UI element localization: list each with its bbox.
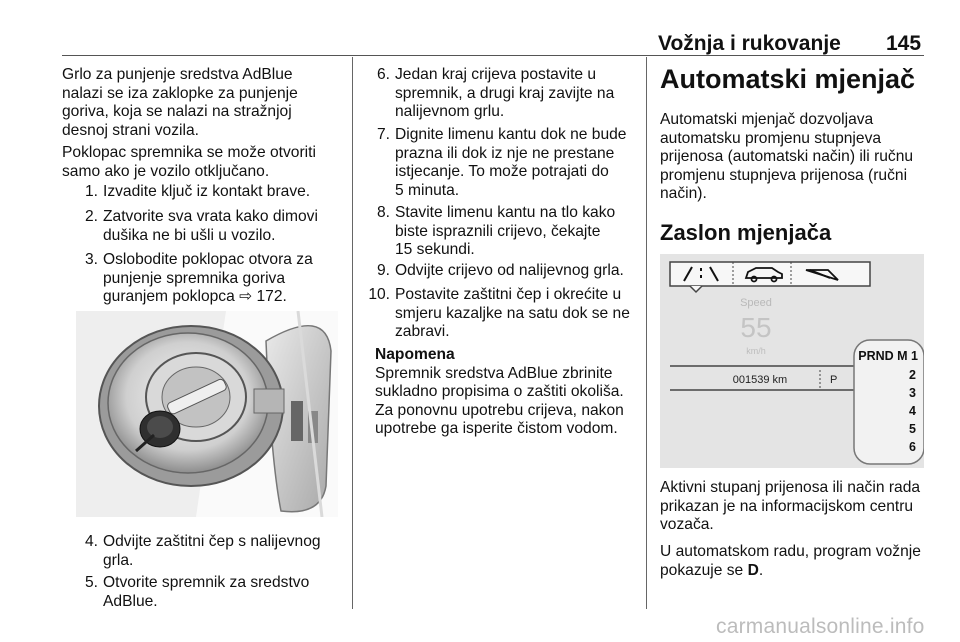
speed-unit: km/h [746, 346, 766, 356]
intro-paragraph [660, 111, 935, 204]
odometer-readout: 001539 km [732, 374, 788, 386]
text-line: Stavite limenu kantu na tlo kako [395, 204, 616, 221]
text-line: Oslobodite poklopac otvora za [103, 251, 313, 268]
text-line: 15 sekundi. [395, 241, 475, 258]
text-line: smjeru kazaljke na satu dok se ne [395, 304, 630, 322]
text-line: Odvijte crijevo od nalijevnog grla. [395, 262, 624, 279]
column-divider-2 [646, 57, 647, 609]
text-line: automatsku promjenu stupnjeva [660, 129, 882, 147]
text-line: Poklopac spremnika se može otvoriti [62, 144, 316, 161]
page-number: 145 [886, 32, 922, 55]
section-heading: Automatski mjenjač [660, 64, 916, 94]
text-line: upotrebe ga isperite čistom vodom. [375, 420, 618, 437]
text-line: prikazan je na informacijskom centru [660, 497, 914, 515]
text-line: Izvadite ključ iz kontakt brave. [103, 183, 311, 200]
intro-paragraph [62, 66, 342, 140]
text-line: Aktivni stupanj prijenosa ili način rada [660, 479, 921, 496]
text-line: Spremnik sredstva AdBlue zbrinite [375, 364, 613, 382]
text-line: grla. [103, 551, 134, 569]
text-line: guranjem poklopca ⇨ 172. [103, 288, 287, 305]
text-line: nalazi se iza zaklopke za punjenje [62, 84, 298, 102]
text-line: Jedan kraj crijeva postavite u [395, 66, 597, 83]
transmission-display-illustration [660, 254, 924, 468]
text-line: pokazuje se D. [660, 561, 764, 579]
text-line: samo ako je vozilo otključano. [62, 162, 270, 180]
text-line: 5 minuta. [395, 181, 460, 199]
text-line: vozača. [660, 516, 714, 533]
text-line: istjecanje. To može potrajati do [395, 163, 609, 180]
text-line: goriva, koja se nalazi na stražnjoj [62, 103, 292, 120]
header-rule [62, 55, 924, 56]
gear-5: 5 [909, 422, 916, 436]
text-line: Zatvorite sva vrata kako dimovi [103, 208, 318, 225]
text-line: punjenje spremnika goriva [103, 269, 286, 287]
speed-label: Speed [740, 297, 772, 309]
gear-indicator: P [830, 374, 838, 386]
text-line: način). [660, 185, 707, 202]
text-line: Otvorite spremnik za sredstvo [103, 574, 310, 591]
text-line: spremnik, a drugi kraj zavijte na [395, 84, 615, 102]
adblue-filler-illustration [76, 311, 338, 517]
text-line: nalijevnom grlu. [395, 103, 505, 120]
running-header-title: Vožnja i rukovanje [658, 32, 841, 55]
speed-value: 55 [740, 312, 772, 343]
text-line: desnoj strani vozila. [62, 121, 199, 139]
gear-2: 2 [909, 368, 916, 382]
subsection-heading: Zaslon mjenjača [660, 220, 832, 245]
text-line: biste ispraznili crijevo, čekajte [395, 222, 601, 240]
text-line: Automatski mjenjač dozvoljava [660, 111, 874, 128]
text-line: dušika ne bi ušli u vozilo. [103, 226, 276, 244]
text-line: Odvijte zaštitni čep s nalijevnog [103, 533, 321, 550]
text-line: Za ponovnu upotrebu crijeva, nakon [375, 401, 624, 419]
note-title: Napomena [375, 346, 455, 363]
gear-header: PRND M 1 [858, 349, 918, 363]
text-line: Grlo za punjenje sredstva AdBlue [62, 66, 293, 83]
column-divider-1 [352, 57, 353, 609]
text-line: AdBlue. [103, 592, 158, 610]
drive-mode-letter: D [747, 561, 759, 579]
note-block [375, 346, 645, 439]
gear-6: 6 [909, 440, 916, 454]
unlock-paragraph [62, 144, 347, 181]
text-line: U automatskom radu, program vožnje [660, 543, 921, 560]
filler-cap-drawing [76, 311, 338, 517]
text-line: Postavite zaštitni čep i okrećite u [395, 286, 622, 303]
display-drawing [660, 254, 924, 468]
text-line: sukladno propisima o zaštiti okoliša. [375, 383, 624, 400]
text-line: prijenosa (automatski način) ili ručnu [660, 148, 914, 165]
text-line: Dignite limenu kantu dok ne bude [395, 126, 627, 143]
text-line: prazna ili dok iz nje ne prestane [395, 144, 615, 162]
gear-info-paragraph [660, 479, 940, 535]
text-line: promjenu stupnjeva prijenosa (ručni [660, 166, 908, 184]
text-line: zabravi. [395, 323, 450, 340]
auto-mode-paragraph [660, 543, 940, 580]
gear-3: 3 [909, 386, 916, 400]
watermark-text: carmanualsonline.info [716, 615, 925, 638]
gear-4: 4 [909, 404, 916, 418]
